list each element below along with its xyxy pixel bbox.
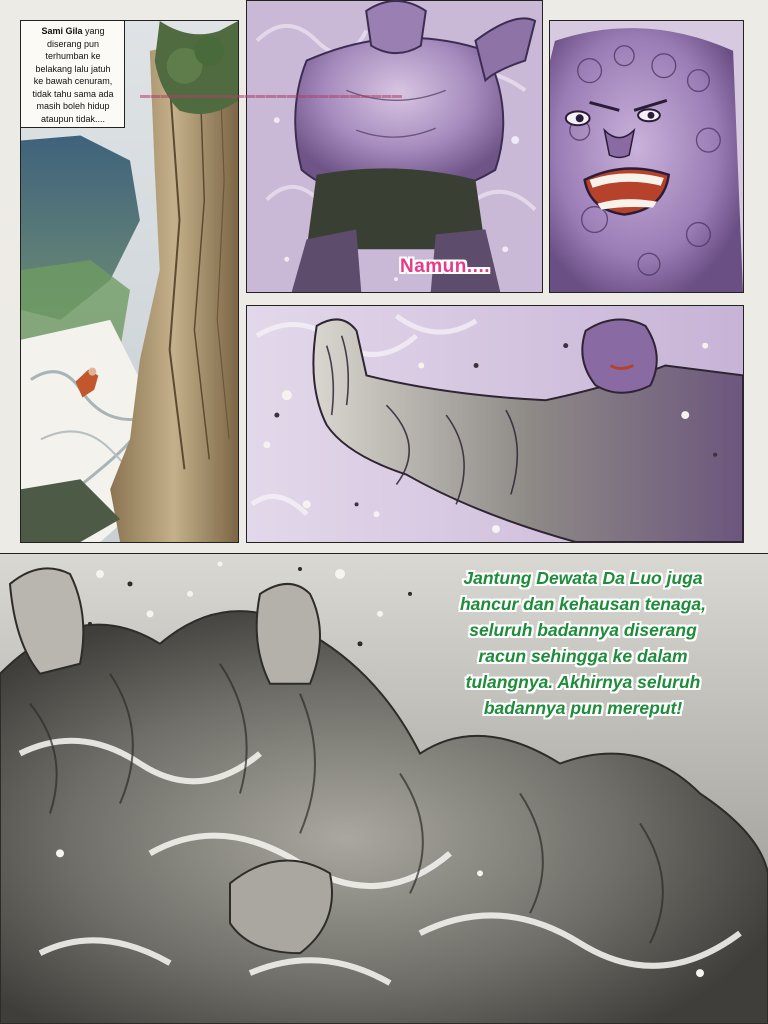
face-artwork xyxy=(550,21,743,292)
watermark-strip xyxy=(140,90,403,104)
narration-line-1: Jantung Dewata Da Luo juga xyxy=(463,568,703,588)
caption-line-7: masih boleh hidup xyxy=(36,101,110,111)
caption-line-8: ataupun tidak.... xyxy=(40,113,106,124)
narration-line-4: racun sehingga ke dalam xyxy=(478,646,688,666)
caption-box xyxy=(20,20,125,128)
caption-line-4: belakang lalu jatuh xyxy=(35,63,111,74)
disintegrating-hand-center xyxy=(257,584,320,684)
panel-monster-face xyxy=(549,20,744,293)
narration-line-6: badannya pun mereput! xyxy=(483,698,683,718)
narration-text xyxy=(428,565,738,721)
panel-monster-body xyxy=(246,0,543,293)
caption-line-5: ke bawah cenuram, xyxy=(33,76,113,86)
narration-line-5: tulangnya. Akhirnya seluruh xyxy=(465,672,701,692)
arm-artwork xyxy=(247,306,743,542)
caption-name: Sami Gila xyxy=(41,26,83,36)
caption-line-3: terhumban ke xyxy=(45,51,101,61)
narration-line-3: seluruh badannya diserang xyxy=(469,620,697,640)
caption-line-2: diserang pun xyxy=(46,38,100,49)
caption-line-1: yang xyxy=(82,26,105,36)
watermark-icon: ▬▬▬▬▬▬▬▬▬▬▬▬▬▬▬▬▬▬▬▬▬▬▬▬▬ xyxy=(140,90,403,101)
caption-line-6: tidak tahu sama ada xyxy=(32,88,114,99)
monster-artwork xyxy=(247,1,542,292)
panel-decaying-arm xyxy=(246,305,744,543)
namun-text: Namun.... xyxy=(400,256,491,277)
narration-line-2: hancur dan kehausan tenaga, xyxy=(459,594,707,614)
